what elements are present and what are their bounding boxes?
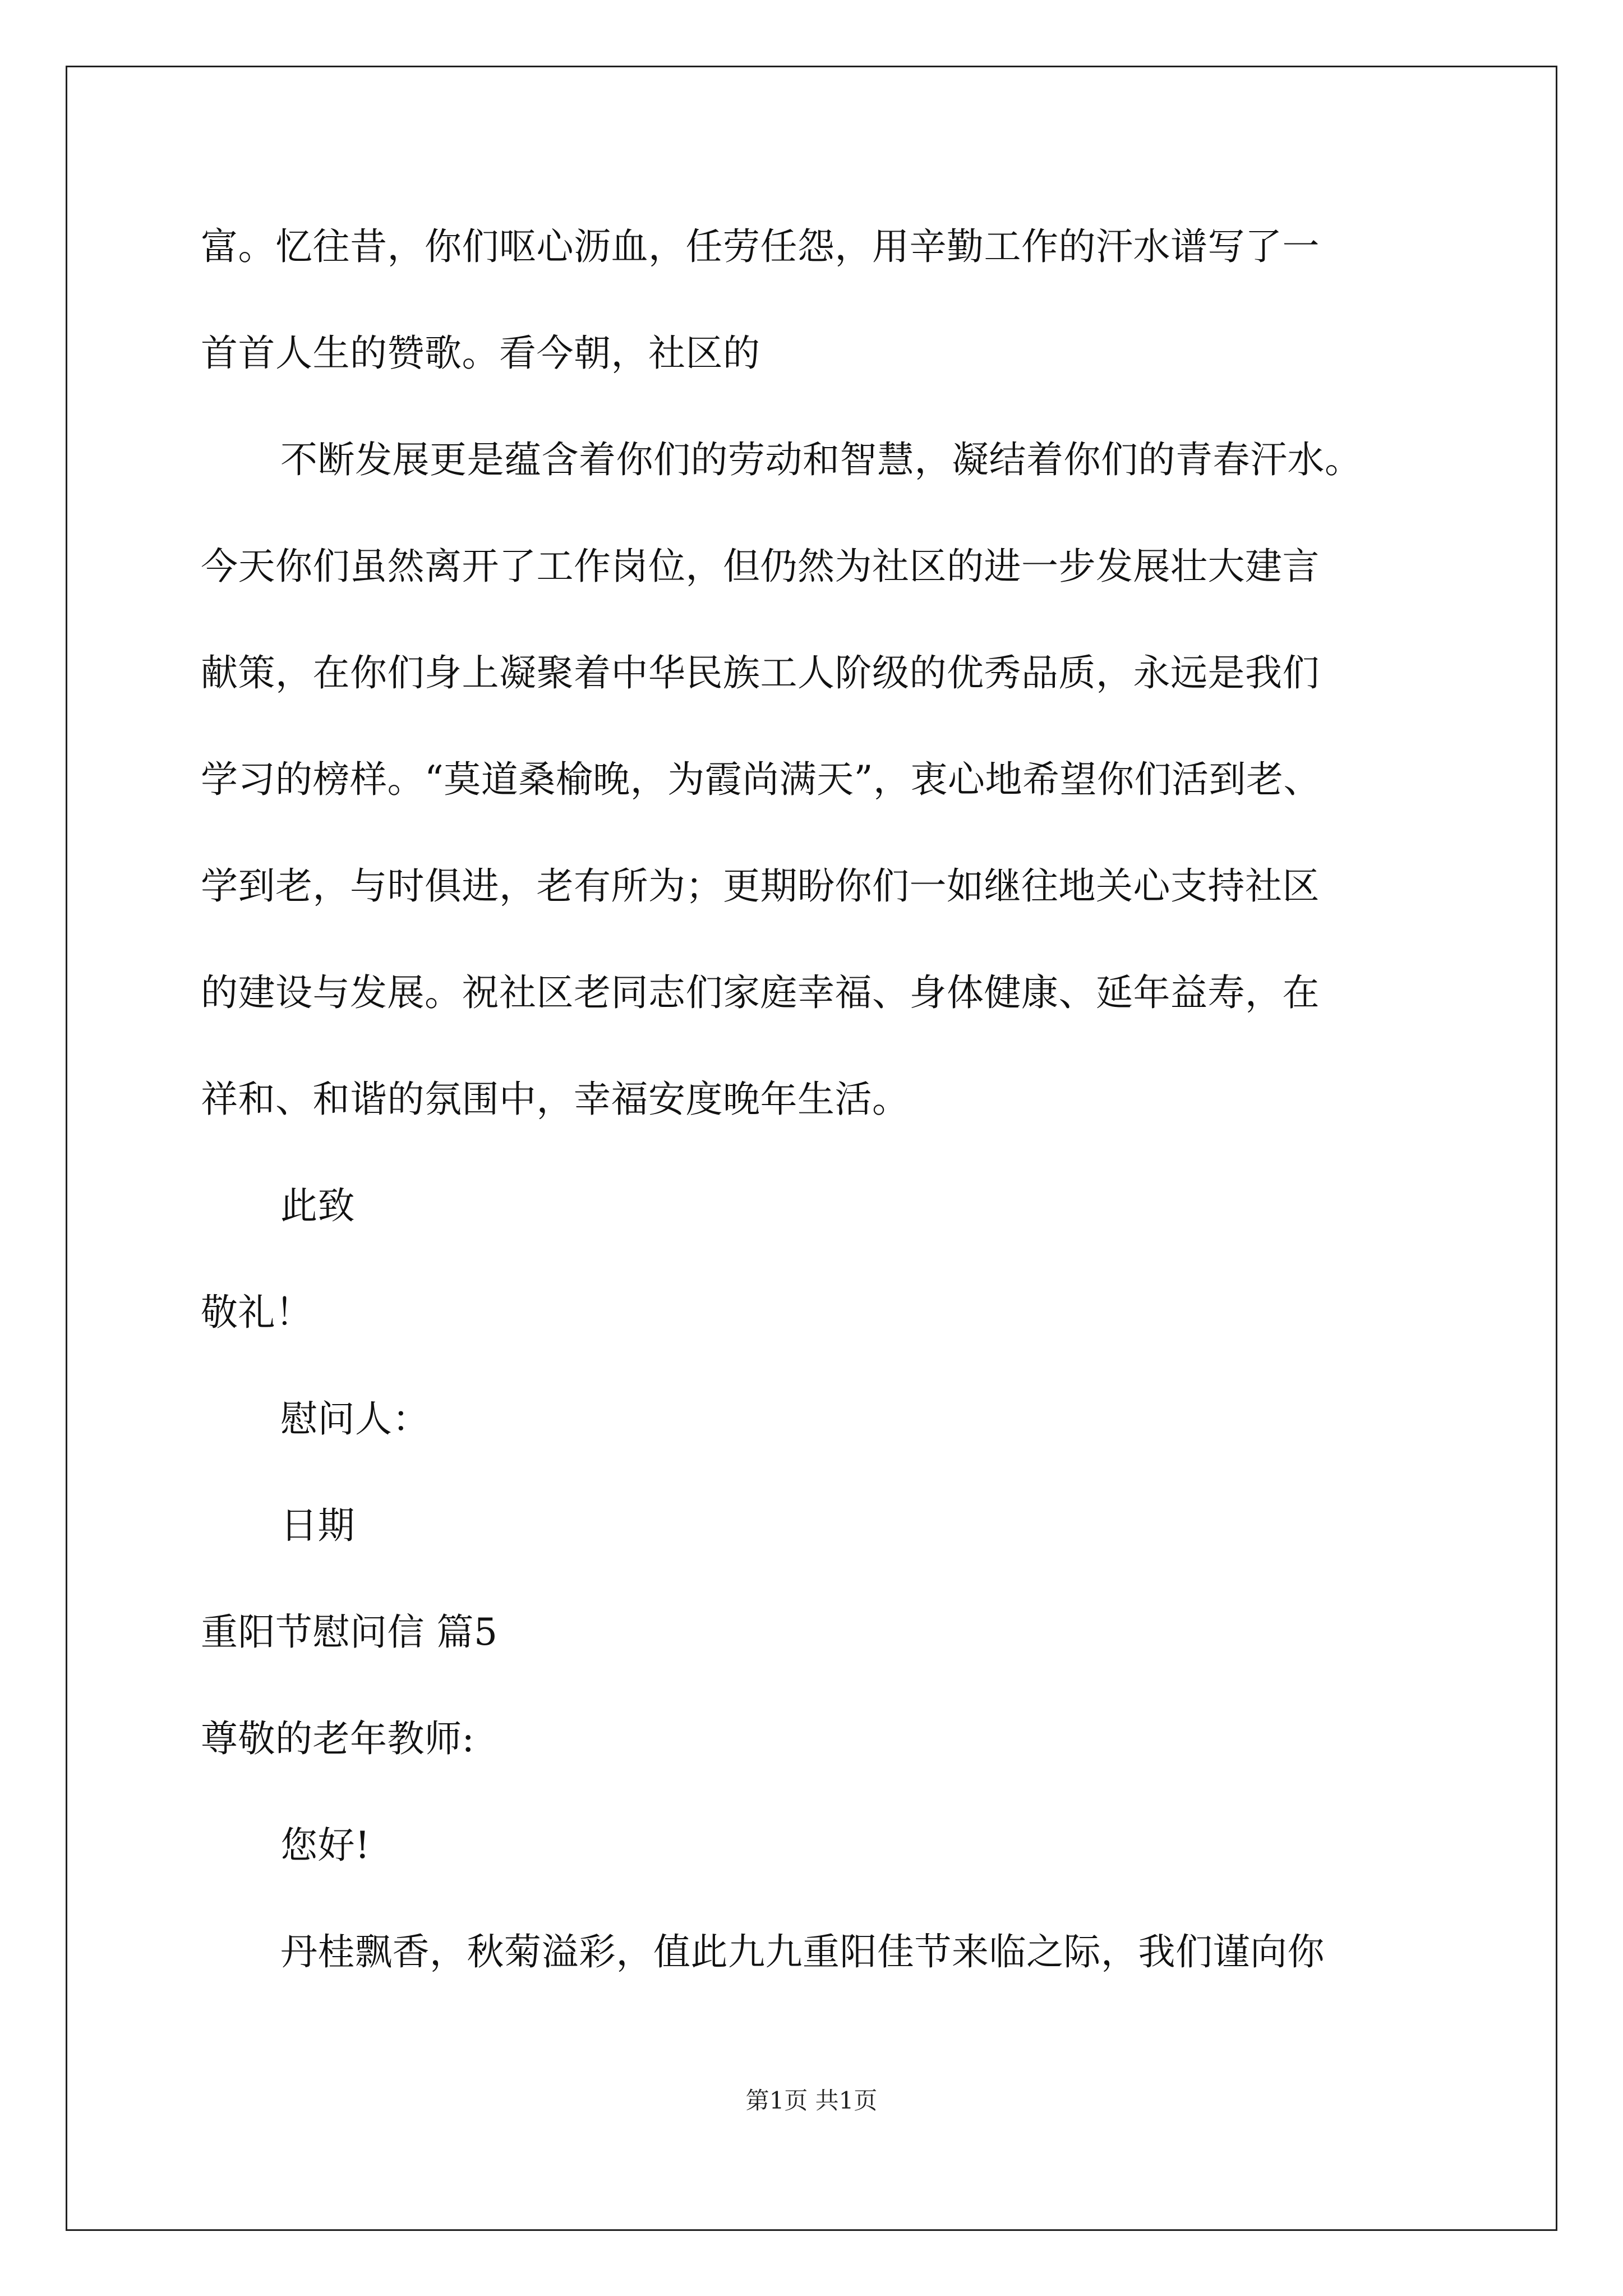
body-text-line: 献策，在你们身上凝聚着中华民族工人阶级的优秀品质，永远是我们 [201,651,1320,694]
body-text-line: 学习的榜样。“莫道桑榆晚，为霞尚满天”，衷心地希望你们活到老、 [201,758,1321,801]
body-text-line: 富。忆往昔，你们呕心沥血，任劳任怨，用辛勤工作的汗水谱写了一 [201,225,1320,268]
closing-phrase: 此致 [280,1184,355,1227]
body-text-line: 今天你们虽然离开了工作岗位，但仍然为社区的进一步发展壮大建言 [201,545,1320,588]
page-border [66,66,1557,2231]
section-heading: 重阳节慰问信 篇5 [201,1611,498,1654]
greeting: 您好! [280,1824,371,1867]
body-text-line: 首首人生的赞歌。看今朝，社区的 [201,332,760,375]
body-text-line: 丹桂飘香，秋菊溢彩，值此九九重阳佳节来临之际，我们谨向你 [280,1930,1325,1973]
body-text-line: 学到老，与时俱进，老有所为；更期盼你们一如继往地关心支持社区 [201,864,1320,908]
page-footer: 第1页 共1页 [745,2087,878,2114]
salutation: 敬礼！ [201,1291,313,1334]
date-label: 日期 [280,1504,355,1547]
signature-label: 慰问人： [280,1397,430,1441]
body-text-line: 不断发展更是蕴含着你们的劳动和智慧，凝结着你们的青春汗水。 [280,438,1362,481]
body-text-line: 祥和、和谐的氛围中，幸福安度晚年生活。 [201,1078,910,1121]
recipient-greeting: 尊敬的老年教师: [201,1717,475,1760]
body-text-line: 的建设与发展。祝社区老同志们家庭幸福、身体健康、延年益寿，在 [201,971,1320,1014]
